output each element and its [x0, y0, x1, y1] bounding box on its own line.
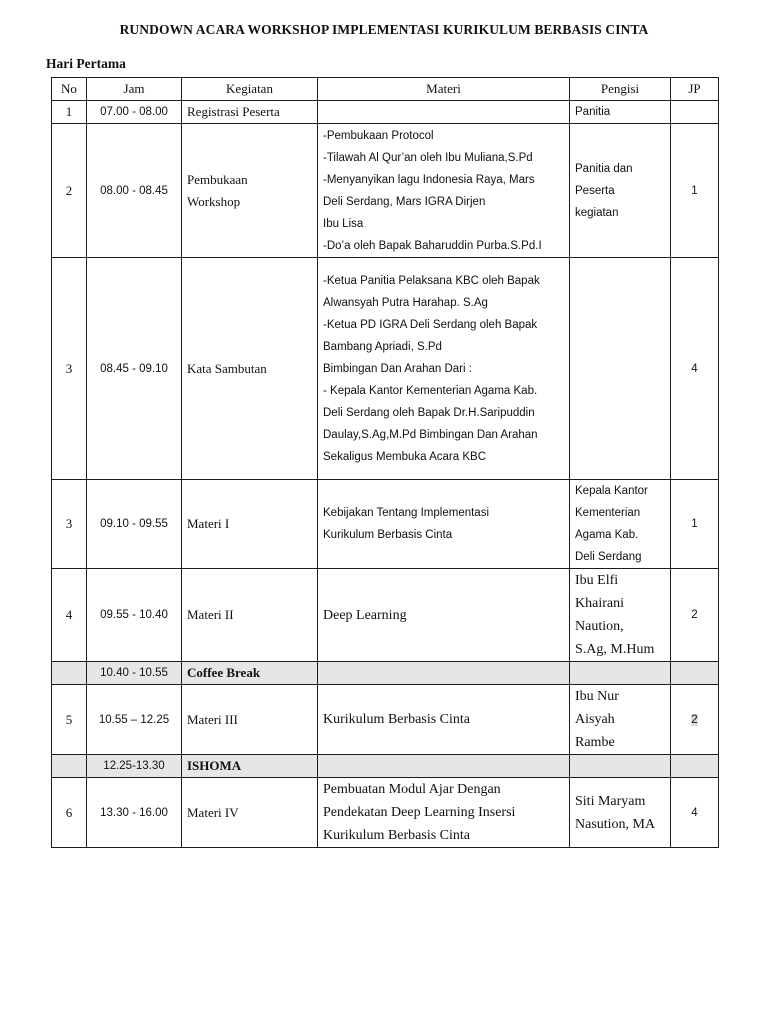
- pengisi-line: Kepala Kantor: [575, 485, 648, 497]
- materi-line: Deli Serdang, Mars IGRA Dirjen: [323, 195, 486, 208]
- kegiatan-line: Materi II: [187, 607, 234, 622]
- cell-jp: [671, 755, 719, 778]
- pengisi-line: Kementerian: [575, 507, 641, 519]
- pengisi-line: Ibu Nur: [575, 689, 619, 704]
- kegiatan-line: Workshop: [187, 193, 241, 209]
- header-pengisi: Pengisi: [570, 78, 671, 101]
- table-row: [52, 258, 719, 480]
- pengisi-line: Siti Maryam: [575, 793, 646, 809]
- cell-no: 1: [52, 101, 87, 124]
- materi-line: - Kepala Kantor Kementerian Agama Kab.: [323, 384, 538, 397]
- materi-line: Bambang Apriadi, S.Pd: [323, 340, 442, 353]
- cell-materi: [318, 569, 570, 662]
- materi-line: Deep Learning: [323, 607, 407, 623]
- materi-line: Pembuatan Modul Ajar Dengan: [323, 782, 501, 797]
- cell-no: 5: [52, 685, 87, 755]
- materi-line: Kurikulum Berbasis Cinta: [323, 712, 470, 727]
- cell-jam: 08.45 - 09.10: [87, 258, 182, 480]
- materi-line: Bimbingan Dan Arahan Dari :: [323, 362, 472, 375]
- header-jp: JP: [671, 78, 719, 101]
- pengisi-line: Deli Serdang: [575, 551, 642, 563]
- materi-line: Ibu Lisa: [323, 217, 364, 230]
- cell-kegiatan: [182, 778, 318, 848]
- pengisi-line: Peserta: [575, 184, 615, 197]
- materi-line: Sekaligus Membuka Acara KBC: [323, 450, 486, 463]
- kegiatan-line: Materi IV: [187, 804, 239, 820]
- table-row: [52, 685, 719, 755]
- table-row: [52, 778, 719, 848]
- materi-line: Kurikulum Berbasis Cinta: [323, 828, 470, 843]
- cell-jp: 1: [671, 124, 719, 258]
- cell-pengisi: [570, 569, 671, 662]
- cell-no: [52, 662, 87, 685]
- cell-kegiatan: [182, 480, 318, 569]
- section-subtitle: Hari Pertama: [46, 56, 126, 71]
- table-row: [52, 480, 719, 569]
- materi-line: -Menyanyikan lagu Indonesia Raya, Mars: [323, 173, 535, 186]
- cell-pengisi: [570, 662, 671, 685]
- kegiatan-line: Pembukaan: [187, 171, 248, 187]
- break-row: [52, 755, 719, 778]
- kegiatan-line: Materi III: [187, 711, 238, 727]
- cell-pengisi: [570, 258, 671, 480]
- cell-kegiatan: [182, 662, 318, 685]
- header-no: No: [52, 78, 87, 101]
- cell-materi: [318, 258, 570, 480]
- cell-jam: 09.55 - 10.40: [87, 569, 182, 662]
- cell-no: 3: [52, 258, 87, 480]
- header-kegiatan: Kegiatan: [182, 78, 318, 101]
- cell-pengisi: [570, 685, 671, 755]
- cell-no: 6: [52, 778, 87, 848]
- pengisi-line: kegiatan: [575, 206, 619, 219]
- pengisi-line: Panitia dan: [575, 162, 633, 175]
- cell-jp: [671, 685, 719, 755]
- cell-jp: 2: [671, 569, 719, 662]
- cell-jp: 1: [671, 480, 719, 569]
- cell-pengisi: [570, 755, 671, 778]
- pengisi-line: Rambe: [575, 735, 615, 750]
- table-row: [52, 124, 719, 258]
- rundown-table: [51, 77, 719, 848]
- pengisi-line: S.Ag, M.Hum: [575, 642, 655, 657]
- pengisi-line: Agama Kab.: [575, 529, 639, 541]
- break-row: [52, 662, 719, 685]
- cell-materi: [318, 480, 570, 569]
- materi-line: -Do’a oleh Bapak Baharuddin Purba.S.Pd.I: [323, 239, 542, 252]
- table-row: [52, 569, 719, 662]
- cell-jam: 07.00 - 08.00: [87, 101, 182, 124]
- cell-jp: 4: [671, 778, 719, 848]
- materi-line: Alwansyah Putra Harahap. S.Ag: [323, 296, 488, 309]
- pengisi-line: Panitia: [575, 106, 611, 118]
- header-materi: Materi: [318, 78, 570, 101]
- cell-materi: [318, 124, 570, 258]
- kegiatan-line: Materi I: [187, 516, 230, 531]
- materi-line: Kebijakan Tentang Implementasi: [323, 507, 490, 519]
- materi-line: -Pembukaan Protocol: [323, 129, 434, 142]
- cell-jp: [671, 101, 719, 124]
- jp-value: 2: [691, 713, 698, 726]
- pengisi-line: Ibu Elfi: [575, 573, 619, 588]
- pengisi-line: Khairani: [575, 596, 624, 611]
- cell-kegiatan: [182, 124, 318, 258]
- header-jam: Jam: [87, 78, 182, 101]
- cell-materi: [318, 662, 570, 685]
- kegiatan-line: Coffee Break: [187, 665, 261, 680]
- cell-kegiatan: [182, 258, 318, 480]
- cell-jam: 12.25-13.30: [87, 755, 182, 778]
- cell-jam: 13.30 - 16.00: [87, 778, 182, 848]
- cell-kegiatan: [182, 101, 318, 124]
- cell-pengisi: [570, 480, 671, 569]
- materi-line: Daulay,S.Ag,M.Pd Bimbingan Dan Arahan: [323, 428, 538, 441]
- materi-line: -Tilawah Al Qur’an oleh Ibu Muliana,S.Pd: [323, 151, 533, 164]
- table-row: [52, 101, 719, 124]
- kegiatan-line: Registrasi Peserta: [187, 104, 280, 119]
- cell-materi: [318, 685, 570, 755]
- materi-line: -Ketua Panitia Pelaksana KBC oleh Bapak: [323, 274, 540, 287]
- document-title: RUNDOWN ACARA WORKSHOP IMPLEMENTASI KURIKULUM BERBASIS CINTA: [119, 22, 649, 37]
- cell-jp: [671, 662, 719, 685]
- pengisi-line: Aisyah: [575, 712, 615, 727]
- pengisi-line: Naution,: [575, 619, 624, 634]
- cell-materi: [318, 101, 570, 124]
- kegiatan-line: ISHOMA: [187, 758, 242, 773]
- table-header-row: [52, 78, 719, 101]
- cell-pengisi: [570, 124, 671, 258]
- materi-line: Pendekatan Deep Learning Insersi: [323, 805, 516, 820]
- materi-line: Deli Serdang oleh Bapak Dr.H.Saripuddin: [323, 406, 535, 419]
- cell-no: 2: [52, 124, 87, 258]
- cell-pengisi: [570, 101, 671, 124]
- pengisi-line: Nasution, MA: [575, 816, 656, 832]
- cell-materi: [318, 755, 570, 778]
- cell-no: [52, 755, 87, 778]
- cell-jam: 10.40 - 10.55: [87, 662, 182, 685]
- cell-no: 3: [52, 480, 87, 569]
- materi-line: -Ketua PD IGRA Deli Serdang oleh Bapak: [323, 318, 538, 331]
- cell-kegiatan: [182, 755, 318, 778]
- cell-jam: 10.55 – 12.25: [87, 685, 182, 755]
- cell-jam: 08.00 - 08.45: [87, 124, 182, 258]
- cell-pengisi: [570, 778, 671, 848]
- cell-kegiatan: [182, 569, 318, 662]
- materi-line: Kurikulum Berbasis Cinta: [323, 529, 453, 541]
- cell-no: 4: [52, 569, 87, 662]
- cell-jp: 4: [671, 258, 719, 480]
- cell-materi: [318, 778, 570, 848]
- cell-kegiatan: [182, 685, 318, 755]
- kegiatan-line: Kata Sambutan: [187, 360, 267, 376]
- cell-jam: 09.10 - 09.55: [87, 480, 182, 569]
